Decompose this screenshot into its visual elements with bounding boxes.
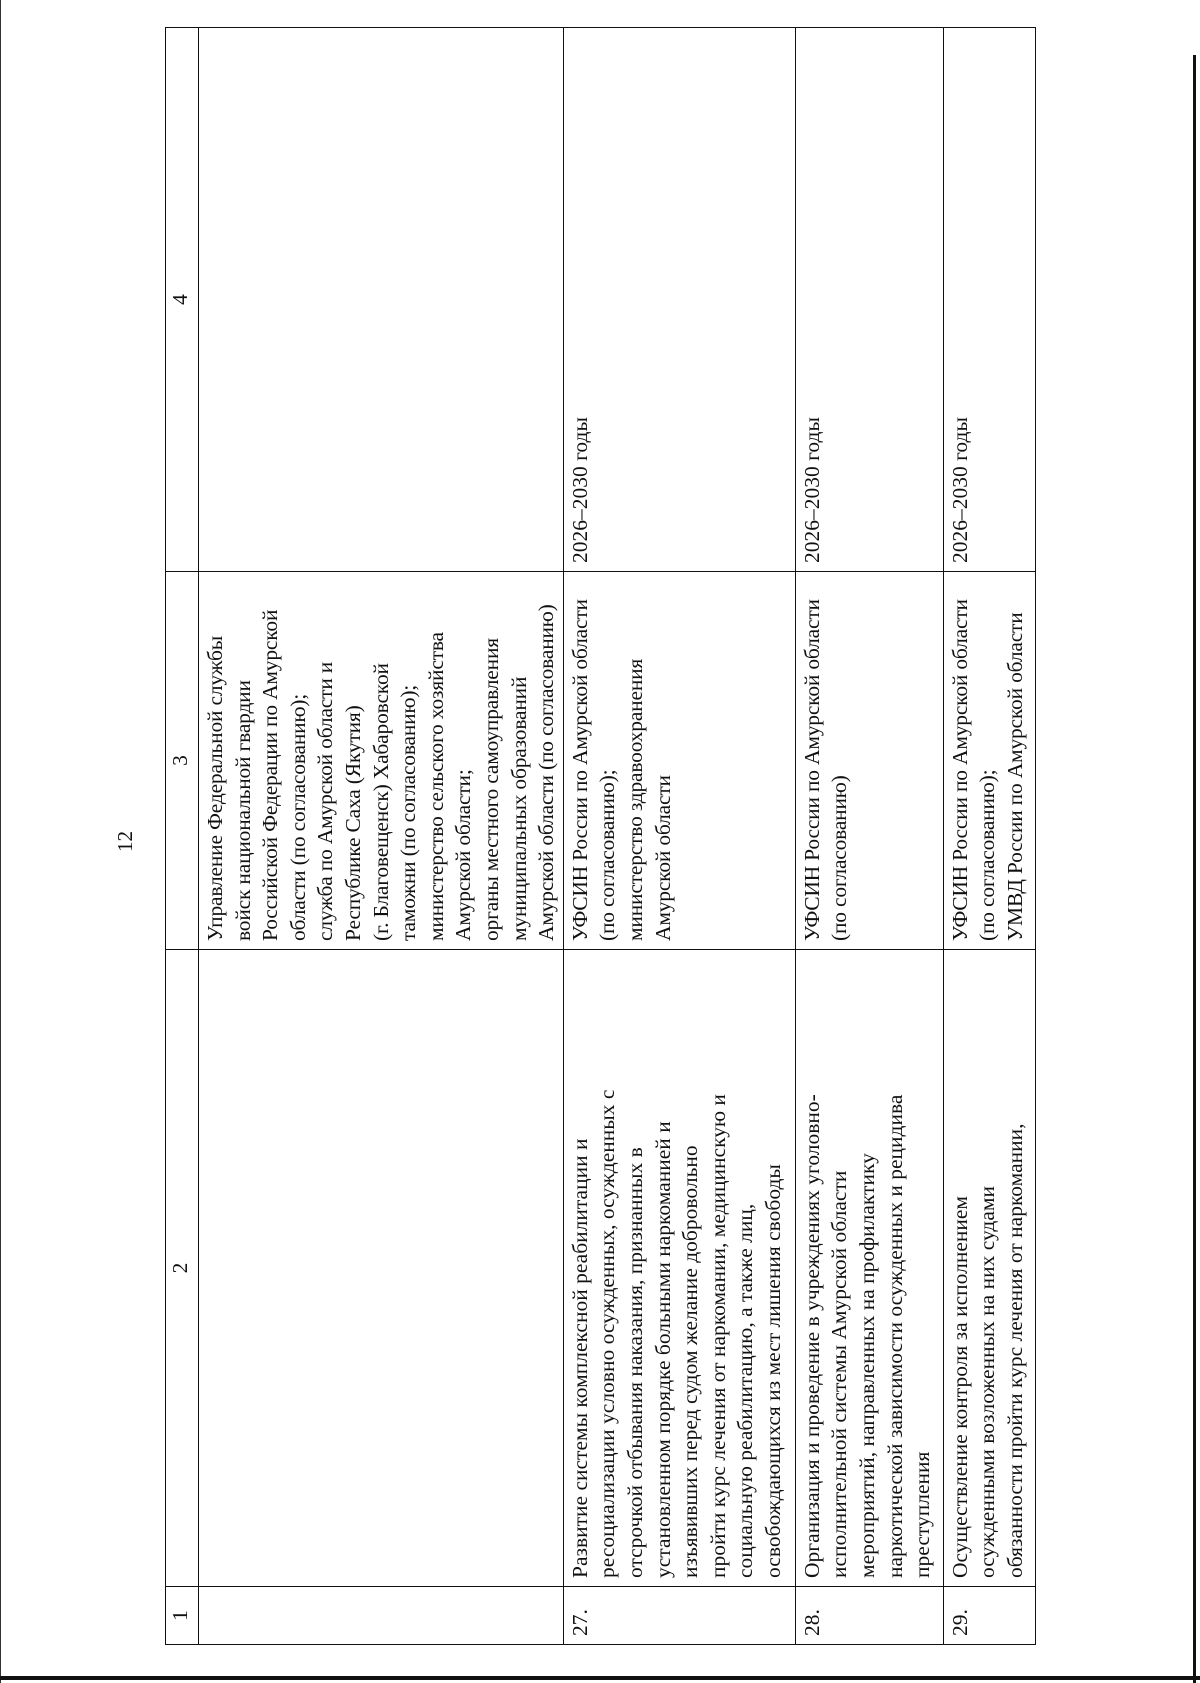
period-cell: 2026–2030 годы bbox=[795, 28, 943, 572]
header-col-4: 4 bbox=[166, 28, 199, 572]
table-row bbox=[943, 28, 1035, 1645]
row-number: 29. bbox=[943, 1587, 1035, 1645]
period-cell bbox=[199, 28, 564, 572]
measure-cell bbox=[943, 950, 1035, 1587]
measure-cell bbox=[563, 950, 795, 1587]
header-col-3: 3 bbox=[166, 572, 199, 950]
executors-cell bbox=[563, 572, 795, 950]
row-number: 27. bbox=[563, 1587, 795, 1645]
table-row bbox=[795, 28, 943, 1645]
measures-table bbox=[165, 27, 1036, 1645]
page-number: 12 bbox=[113, 831, 137, 852]
header-col-1: 1 bbox=[166, 1587, 199, 1645]
table-row bbox=[563, 28, 795, 1645]
measure-text: Развитие системы комплексной реабилитации и ресоциализации условно осужденных, осужденных с отсрочкой отбывания наказания, признанных в установленном порядке больными наркоманией и изъявивших перед судом желание добровольно пройти курс лечения от наркомании, медицинскую и социальную реабилитацию, а также лиц, освобождающихся из мест лишения свободы bbox=[567, 1089, 785, 1578]
table-row bbox=[199, 28, 564, 1645]
executors-text: УФСИН России по Амурской области (по согласованию); УМВД России по Амурской области bbox=[947, 599, 1027, 941]
table-header-row bbox=[166, 28, 199, 1645]
executors-cell bbox=[943, 572, 1035, 950]
measure-text: Осуществление контроля за исполнением осужденными возложенных на них судами обязанности пройти курс лечения от наркомании, bbox=[947, 1123, 1027, 1578]
row-number bbox=[199, 1587, 564, 1645]
row-number: 28. bbox=[795, 1587, 943, 1645]
executors-cell bbox=[795, 572, 943, 950]
period-cell: 2026–2030 годы bbox=[943, 28, 1035, 572]
measure-cell bbox=[199, 950, 564, 1587]
measure-text: Организация и проведение в учреждениях уголовно- исполнительной системы Амурской области мероприятий, направленных на профилактику наркотической зависимости осужденных и рецидива преступления bbox=[799, 1094, 935, 1578]
header-col-2: 2 bbox=[166, 950, 199, 1587]
executors-text: УФСИН России по Амурской области (по согласованию) bbox=[799, 599, 852, 941]
executors-text: Управление Федеральной службы войск национальной гвардии Российской Федерации по Амурской области (по согласованию); служба по Амурской области и Республике Саха (Якутия) (г. Благовещенск) Хабаровской таможни (по согласованию); министерство сельского хозяйства Амурской области; органы местного самоуправления муниципальных образований Амурской области (по согласованию) bbox=[203, 604, 559, 941]
period-cell: 2026–2030 годы bbox=[563, 28, 795, 572]
measure-cell bbox=[795, 950, 943, 1587]
executors-text: УФСИН России по Амурской области (по согласованию); министерство здравоохранения Амурской области bbox=[567, 599, 675, 941]
executors-cell bbox=[199, 572, 564, 950]
